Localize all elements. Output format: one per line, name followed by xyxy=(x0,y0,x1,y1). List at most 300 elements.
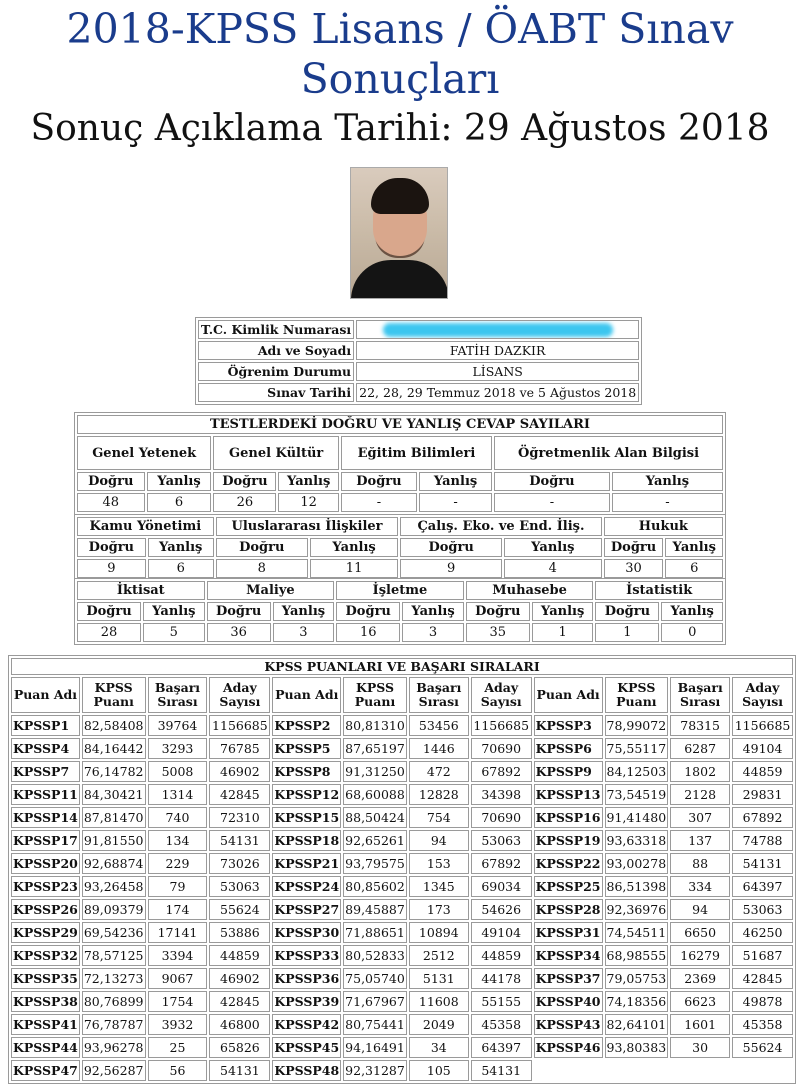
candidate-count: 53063 xyxy=(209,876,270,897)
candidate-count: 51687 xyxy=(732,945,793,966)
score-name: KPSSP43 xyxy=(534,1014,603,1035)
candidate-count: 42845 xyxy=(209,991,270,1012)
score-name: KPSSP38 xyxy=(11,991,80,1012)
score-name: KPSSP33 xyxy=(272,945,341,966)
column-header-aday-say-s: Aday Sayısı xyxy=(471,677,532,713)
candidate-count: 65826 xyxy=(209,1037,270,1058)
kpss-score: 76,78787 xyxy=(82,1014,146,1035)
exam-date-label: Sınav Tarihi xyxy=(198,383,354,402)
candidate-count: 64397 xyxy=(732,876,793,897)
candidate-count: 67892 xyxy=(471,853,532,874)
candidate-count: 69034 xyxy=(471,876,532,897)
success-rank: 88 xyxy=(670,853,730,874)
score-name: KPSSP40 xyxy=(534,991,603,1012)
correct-count: 28 xyxy=(77,623,141,642)
score-name: KPSSP9 xyxy=(534,761,603,782)
score-row xyxy=(11,715,793,736)
kpss-score: 91,31250 xyxy=(343,761,407,782)
kpss-score: 82,64101 xyxy=(605,1014,669,1035)
score-name: KPSSP25 xyxy=(534,876,603,897)
score-name: KPSSP44 xyxy=(11,1037,80,1058)
wrong-header: Yanlış xyxy=(532,602,594,621)
wrong-count: 1 xyxy=(532,623,594,642)
kpss-score: 92,31287 xyxy=(343,1060,407,1081)
correct-count: 9 xyxy=(400,559,502,578)
wrong-header: Yanlış xyxy=(273,602,335,621)
wrong-header: Yanlış xyxy=(143,602,205,621)
score-name: KPSSP28 xyxy=(534,899,603,920)
kpss-score: 88,50424 xyxy=(343,807,407,828)
success-rank: 16279 xyxy=(670,945,730,966)
subject-name: Muhasebe xyxy=(466,581,594,600)
candidate-count: 72310 xyxy=(209,807,270,828)
success-rank: 6287 xyxy=(670,738,730,759)
wrong-count: - xyxy=(419,493,492,512)
candidate-count: 44859 xyxy=(209,945,270,966)
correct-header: Doğru xyxy=(216,538,308,557)
success-rank: 173 xyxy=(409,899,469,920)
tests-title: TESTLERDEKİ DOĞRU VE YANLIŞ CEVAP SAYILARI xyxy=(77,415,723,434)
score-row xyxy=(11,876,793,897)
wrong-count: 3 xyxy=(273,623,335,642)
subject-name: İşletme xyxy=(336,581,464,600)
subject-name: Çalış. Eko. ve End. İliş. xyxy=(400,517,601,536)
kpss-score: 73,54519 xyxy=(605,784,669,805)
success-rank: 153 xyxy=(409,853,469,874)
score-name: KPSSP26 xyxy=(11,899,80,920)
kpss-score: 80,76899 xyxy=(82,991,146,1012)
correct-header: Doğru xyxy=(213,472,276,491)
subject-name: İstatistik xyxy=(595,581,723,600)
correct-header: Doğru xyxy=(77,538,146,557)
candidate-count: 34398 xyxy=(471,784,532,805)
kpss-score: 80,81310 xyxy=(343,715,407,736)
correct-header: Doğru xyxy=(595,602,659,621)
kpss-score: 71,67967 xyxy=(343,991,407,1012)
score-row xyxy=(11,853,793,874)
kpss-score: 92,36976 xyxy=(605,899,669,920)
column-header-aday-say-s: Aday Sayısı xyxy=(732,677,793,713)
success-rank: 12828 xyxy=(409,784,469,805)
candidate-count: 54131 xyxy=(209,830,270,851)
success-rank: 1314 xyxy=(148,784,208,805)
success-rank: 5008 xyxy=(148,761,208,782)
correct-count: - xyxy=(494,493,610,512)
wrong-count: 5 xyxy=(143,623,205,642)
kpss-score: 84,30421 xyxy=(82,784,146,805)
candidate-count: 1156685 xyxy=(471,715,532,736)
score-name: KPSSP19 xyxy=(534,830,603,851)
candidate-count: 49104 xyxy=(471,922,532,943)
success-rank: 1345 xyxy=(409,876,469,897)
candidate-count: 54131 xyxy=(209,1060,270,1081)
tc-value-redacted xyxy=(356,320,639,339)
candidate-count: 46902 xyxy=(209,968,270,989)
candidate-count: 53063 xyxy=(471,830,532,851)
kpss-score: 75,55117 xyxy=(605,738,669,759)
kpss-score: 68,60088 xyxy=(343,784,407,805)
candidate-count: 53063 xyxy=(732,899,793,920)
wrong-count: 4 xyxy=(504,559,602,578)
column-header-kpss-puan: KPSS Puanı xyxy=(82,677,146,713)
candidate-photo xyxy=(350,167,448,299)
column-header-aday-say-s: Aday Sayısı xyxy=(209,677,270,713)
success-rank: 229 xyxy=(148,853,208,874)
success-rank: 3932 xyxy=(148,1014,208,1035)
kpss-score: 92,56287 xyxy=(82,1060,146,1081)
candidate-count: 29831 xyxy=(732,784,793,805)
tests-table-1 xyxy=(74,412,726,515)
candidate-count: 45358 xyxy=(732,1014,793,1035)
kpss-score: 89,09379 xyxy=(82,899,146,920)
kpss-score: 68,98555 xyxy=(605,945,669,966)
scores-title: KPSS PUANLARI VE BAŞARI SIRALARI xyxy=(11,658,793,675)
score-name: KPSSP17 xyxy=(11,830,80,851)
kpss-score: 84,16442 xyxy=(82,738,146,759)
kpss-score: 72,13273 xyxy=(82,968,146,989)
correct-header: Doğru xyxy=(604,538,664,557)
kpss-score: 80,85602 xyxy=(343,876,407,897)
wrong-header: Yanlış xyxy=(148,538,214,557)
success-rank: 34 xyxy=(409,1037,469,1058)
correct-count: 35 xyxy=(466,623,530,642)
correct-count: 36 xyxy=(207,623,271,642)
score-name: KPSSP34 xyxy=(534,945,603,966)
kpss-score: 91,41480 xyxy=(605,807,669,828)
score-row xyxy=(11,968,793,989)
candidate-count: 49878 xyxy=(732,991,793,1012)
wrong-count: 11 xyxy=(310,559,399,578)
score-row xyxy=(11,922,793,943)
score-name: KPSSP37 xyxy=(534,968,603,989)
success-rank: 2128 xyxy=(670,784,730,805)
wrong-header: Yanlış xyxy=(419,472,492,491)
success-rank: 134 xyxy=(148,830,208,851)
subject-name: Genel Yetenek xyxy=(77,436,211,470)
name-label: Adı ve Soyadı xyxy=(198,341,354,360)
candidate-count: 67892 xyxy=(732,807,793,828)
kpss-score: 76,14782 xyxy=(82,761,146,782)
score-name: KPSSP42 xyxy=(272,1014,341,1035)
correct-count: 30 xyxy=(604,559,664,578)
score-row xyxy=(11,738,793,759)
kpss-score: 80,52833 xyxy=(343,945,407,966)
candidate-count: 45358 xyxy=(471,1014,532,1035)
success-rank: 334 xyxy=(670,876,730,897)
correct-header: Doğru xyxy=(494,472,610,491)
success-rank: 1754 xyxy=(148,991,208,1012)
kpss-score: 92,68874 xyxy=(82,853,146,874)
success-rank: 174 xyxy=(148,899,208,920)
success-rank: 1802 xyxy=(670,761,730,782)
score-name: KPSSP36 xyxy=(272,968,341,989)
correct-count: 1 xyxy=(595,623,659,642)
score-row xyxy=(11,807,793,828)
success-rank: 6650 xyxy=(670,922,730,943)
kpss-score: 92,65261 xyxy=(343,830,407,851)
score-row xyxy=(11,784,793,805)
kpss-score: 93,63318 xyxy=(605,830,669,851)
wrong-count: 6 xyxy=(665,559,723,578)
candidate-count: 46800 xyxy=(209,1014,270,1035)
score-row xyxy=(11,830,793,851)
success-rank: 5131 xyxy=(409,968,469,989)
success-rank: 78315 xyxy=(670,715,730,736)
candidate-count: 42845 xyxy=(732,968,793,989)
score-name: KPSSP30 xyxy=(272,922,341,943)
success-rank: 472 xyxy=(409,761,469,782)
subject-name: Kamu Yönetimi xyxy=(77,517,214,536)
wrong-header: Yanlış xyxy=(278,472,339,491)
score-name: KPSSP7 xyxy=(11,761,80,782)
scores-table xyxy=(8,655,796,1084)
score-name: KPSSP15 xyxy=(272,807,341,828)
correct-count: 16 xyxy=(336,623,400,642)
success-rank: 1446 xyxy=(409,738,469,759)
column-header-ba-ar-s-ras: Başarı Sırası xyxy=(409,677,469,713)
candidate-count: 54626 xyxy=(471,899,532,920)
correct-count: - xyxy=(341,493,417,512)
success-rank: 2049 xyxy=(409,1014,469,1035)
score-name: KPSSP5 xyxy=(272,738,341,759)
success-rank: 79 xyxy=(148,876,208,897)
success-rank: 94 xyxy=(409,830,469,851)
kpss-score: 87,65197 xyxy=(343,738,407,759)
candidate-count: 42845 xyxy=(209,784,270,805)
kpss-score: 94,16491 xyxy=(343,1037,407,1058)
wrong-count: 6 xyxy=(148,559,214,578)
score-row xyxy=(11,1060,793,1081)
candidate-count: 70690 xyxy=(471,738,532,759)
candidate-count: 53886 xyxy=(209,922,270,943)
wrong-count: - xyxy=(612,493,723,512)
candidate-count: 54131 xyxy=(732,853,793,874)
empty-cell xyxy=(534,1060,793,1081)
wrong-header: Yanlış xyxy=(402,602,464,621)
success-rank: 3394 xyxy=(148,945,208,966)
score-name: KPSSP8 xyxy=(272,761,341,782)
score-name: KPSSP29 xyxy=(11,922,80,943)
success-rank: 3293 xyxy=(148,738,208,759)
candidate-count: 67892 xyxy=(471,761,532,782)
score-name: KPSSP3 xyxy=(534,715,603,736)
page-title: 2018-KPSS Lisans / ÖABT Sınav Sonuçları xyxy=(66,5,734,103)
wrong-header: Yanlış xyxy=(665,538,723,557)
success-rank: 11608 xyxy=(409,991,469,1012)
score-row xyxy=(11,899,793,920)
score-name: KPSSP24 xyxy=(272,876,341,897)
score-name: KPSSP31 xyxy=(534,922,603,943)
candidate-count: 1156685 xyxy=(209,715,270,736)
kpss-score: 93,79575 xyxy=(343,853,407,874)
score-name: KPSSP6 xyxy=(534,738,603,759)
column-header-ba-ar-s-ras: Başarı Sırası xyxy=(670,677,730,713)
score-name: KPSSP48 xyxy=(272,1060,341,1081)
kpss-score: 75,05740 xyxy=(343,968,407,989)
wrong-header: Yanlış xyxy=(504,538,602,557)
correct-header: Doğru xyxy=(336,602,400,621)
correct-header: Doğru xyxy=(466,602,530,621)
candidate-info-table xyxy=(195,317,642,405)
success-rank: 56 xyxy=(148,1060,208,1081)
kpss-score: 93,00278 xyxy=(605,853,669,874)
score-name: KPSSP1 xyxy=(11,715,80,736)
subject-name: Öğretmenlik Alan Bilgisi xyxy=(494,436,723,470)
correct-header: Doğru xyxy=(341,472,417,491)
candidate-count: 54131 xyxy=(471,1060,532,1081)
score-name: KPSSP14 xyxy=(11,807,80,828)
column-header-kpss-puan: KPSS Puanı xyxy=(343,677,407,713)
kpss-score: 69,54236 xyxy=(82,922,146,943)
score-name: KPSSP16 xyxy=(534,807,603,828)
kpss-score: 93,80383 xyxy=(605,1037,669,1058)
subject-name: Genel Kültür xyxy=(213,436,338,470)
kpss-score: 89,45887 xyxy=(343,899,407,920)
success-rank: 10894 xyxy=(409,922,469,943)
kpss-score: 78,99072 xyxy=(605,715,669,736)
subject-name: Maliye xyxy=(207,581,335,600)
column-header-puan-ad: Puan Adı xyxy=(272,677,341,713)
candidate-count: 46902 xyxy=(209,761,270,782)
score-name: KPSSP46 xyxy=(534,1037,603,1058)
wrong-count: 6 xyxy=(147,493,212,512)
correct-count: 8 xyxy=(216,559,308,578)
score-name: KPSSP2 xyxy=(272,715,341,736)
candidate-count: 1156685 xyxy=(732,715,793,736)
success-rank: 17141 xyxy=(148,922,208,943)
success-rank: 1601 xyxy=(670,1014,730,1035)
score-name: KPSSP41 xyxy=(11,1014,80,1035)
column-header-puan-ad: Puan Adı xyxy=(534,677,603,713)
candidate-count: 70690 xyxy=(471,807,532,828)
score-name: KPSSP27 xyxy=(272,899,341,920)
subject-name: İktisat xyxy=(77,581,205,600)
score-row xyxy=(11,991,793,1012)
score-name: KPSSP32 xyxy=(11,945,80,966)
wrong-count: 0 xyxy=(661,623,723,642)
correct-count: 9 xyxy=(77,559,146,578)
score-name: KPSSP20 xyxy=(11,853,80,874)
kpss-score: 86,51398 xyxy=(605,876,669,897)
name-value: FATİH DAZKIR xyxy=(356,341,639,360)
kpss-score: 78,57125 xyxy=(82,945,146,966)
candidate-count: 64397 xyxy=(471,1037,532,1058)
correct-header: Doğru xyxy=(207,602,271,621)
success-rank: 137 xyxy=(670,830,730,851)
correct-count: 26 xyxy=(213,493,276,512)
candidate-count: 55624 xyxy=(209,899,270,920)
score-name: KPSSP45 xyxy=(272,1037,341,1058)
wrong-count: 3 xyxy=(402,623,464,642)
result-date: Sonuç Açıklama Tarihi: 29 Ağustos 2018 xyxy=(30,108,770,149)
success-rank: 2369 xyxy=(670,968,730,989)
kpss-score: 84,12503 xyxy=(605,761,669,782)
wrong-header: Yanlış xyxy=(147,472,212,491)
score-row xyxy=(11,1037,793,1058)
score-name: KPSSP39 xyxy=(272,991,341,1012)
kpss-score: 71,88651 xyxy=(343,922,407,943)
score-name: KPSSP4 xyxy=(11,738,80,759)
kpss-score: 74,18356 xyxy=(605,991,669,1012)
education-label: Öğrenim Durumu xyxy=(198,362,354,381)
candidate-count: 44178 xyxy=(471,968,532,989)
kpss-score: 91,81550 xyxy=(82,830,146,851)
column-header-ba-ar-s-ras: Başarı Sırası xyxy=(148,677,208,713)
kpss-score: 93,96278 xyxy=(82,1037,146,1058)
education-value: LİSANS xyxy=(356,362,639,381)
candidate-count: 49104 xyxy=(732,738,793,759)
kpss-score: 82,58408 xyxy=(82,715,146,736)
success-rank: 2512 xyxy=(409,945,469,966)
candidate-count: 46250 xyxy=(732,922,793,943)
tc-label: T.C. Kimlik Numarası xyxy=(198,320,354,339)
success-rank: 39764 xyxy=(148,715,208,736)
kpss-score: 87,81470 xyxy=(82,807,146,828)
correct-header: Doğru xyxy=(400,538,502,557)
correct-count: 48 xyxy=(77,493,145,512)
candidate-count: 55624 xyxy=(732,1037,793,1058)
exam-date-value: 22, 28, 29 Temmuz 2018 ve 5 Ağustos 2018 xyxy=(356,383,639,402)
success-rank: 740 xyxy=(148,807,208,828)
success-rank: 25 xyxy=(148,1037,208,1058)
candidate-count: 55155 xyxy=(471,991,532,1012)
kpss-score: 79,05753 xyxy=(605,968,669,989)
correct-header: Doğru xyxy=(77,472,145,491)
success-rank: 105 xyxy=(409,1060,469,1081)
score-name: KPSSP47 xyxy=(11,1060,80,1081)
correct-header: Doğru xyxy=(77,602,141,621)
score-name: KPSSP12 xyxy=(272,784,341,805)
column-header-puan-ad: Puan Adı xyxy=(11,677,80,713)
subject-name: Hukuk xyxy=(604,517,723,536)
score-name: KPSSP13 xyxy=(534,784,603,805)
candidate-count: 74788 xyxy=(732,830,793,851)
tests-table-2 xyxy=(74,514,726,581)
success-rank: 94 xyxy=(670,899,730,920)
success-rank: 9067 xyxy=(148,968,208,989)
score-name: KPSSP11 xyxy=(11,784,80,805)
success-rank: 6623 xyxy=(670,991,730,1012)
subject-name: Uluslararası İlişkiler xyxy=(216,517,399,536)
wrong-count: 12 xyxy=(278,493,339,512)
score-row xyxy=(11,945,793,966)
candidate-count: 76785 xyxy=(209,738,270,759)
kpss-score: 80,75441 xyxy=(343,1014,407,1035)
score-name: KPSSP21 xyxy=(272,853,341,874)
wrong-header: Yanlış xyxy=(661,602,723,621)
subject-name: Eğitim Bilimleri xyxy=(341,436,492,470)
score-row xyxy=(11,1014,793,1035)
kpss-score: 74,54511 xyxy=(605,922,669,943)
candidate-count: 73026 xyxy=(209,853,270,874)
kpss-score: 93,26458 xyxy=(82,876,146,897)
success-rank: 30 xyxy=(670,1037,730,1058)
candidate-count: 44859 xyxy=(732,761,793,782)
success-rank: 53456 xyxy=(409,715,469,736)
tests-table-3 xyxy=(74,578,726,645)
score-name: KPSSP22 xyxy=(534,853,603,874)
column-header-kpss-puan: KPSS Puanı xyxy=(605,677,669,713)
score-name: KPSSP23 xyxy=(11,876,80,897)
success-rank: 754 xyxy=(409,807,469,828)
score-row xyxy=(11,761,793,782)
candidate-count: 44859 xyxy=(471,945,532,966)
score-name: KPSSP18 xyxy=(272,830,341,851)
wrong-header: Yanlış xyxy=(310,538,399,557)
score-name: KPSSP35 xyxy=(11,968,80,989)
success-rank: 307 xyxy=(670,807,730,828)
wrong-header: Yanlış xyxy=(612,472,723,491)
